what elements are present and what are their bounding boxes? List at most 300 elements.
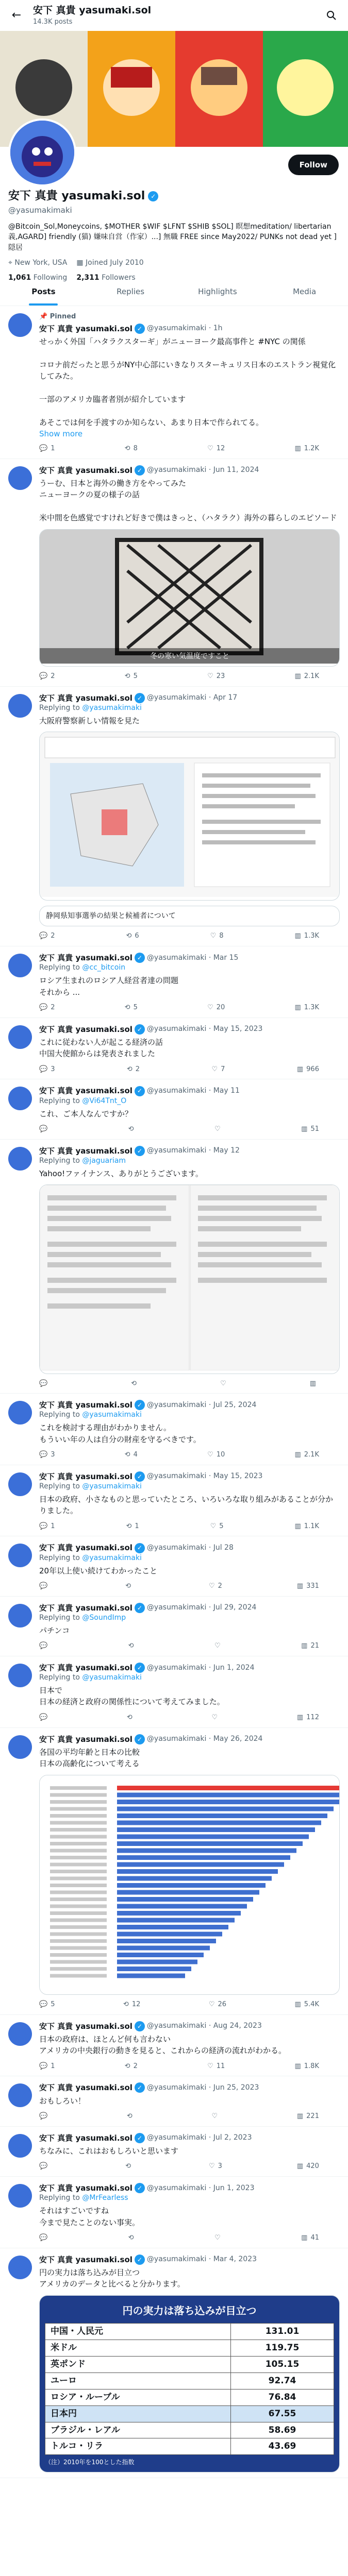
views-button[interactable]: [297, 2112, 319, 2121]
reply-button[interactable]: [39, 1003, 55, 1012]
retweet-count: 2: [135, 1065, 140, 1073]
reply-icon: 💬: [39, 2234, 48, 2242]
tweet-meta: @yasumakimaki · Jun 25, 2023: [146, 2083, 259, 2092]
chart-bar: [117, 1967, 191, 1971]
replying-to: Replying to @yasumakimaki: [39, 1673, 142, 1682]
chart-label-placeholder: [50, 1876, 107, 1880]
chart-bar: [117, 1869, 278, 1874]
heart-icon: ♡: [211, 1713, 218, 1721]
replying-to: Replying to @jaguariam: [39, 1156, 126, 1165]
tweet-actions: [39, 1065, 340, 1074]
currency-value: 76.84: [231, 2389, 334, 2405]
reply-button[interactable]: [39, 2000, 55, 2009]
avatar[interactable]: [8, 1401, 32, 1425]
replying-to: Replying to @Vi64Tnt_O: [39, 1096, 127, 1105]
verified-badge-icon: ✓: [135, 1086, 145, 1096]
views-count: 1.2K: [304, 445, 319, 453]
reply-handle[interactable]: @jaguariam: [82, 1156, 126, 1165]
tweet-author[interactable]: 安下 真貴 yasumaki.sol: [39, 324, 132, 333]
heart-icon: ♡: [207, 2062, 213, 2070]
retweet-button[interactable]: [127, 2112, 136, 2121]
retweet-button[interactable]: [128, 2233, 137, 2243]
retweet-count: 6: [135, 932, 139, 940]
tweet-text: これを検討する理由がわかりません。 もういい年の人は自分の財産を守るべきです。: [39, 1423, 201, 1444]
chart-bar: [117, 1945, 210, 1950]
verified-badge-icon: ✓: [148, 191, 158, 201]
tweet[interactable]: [0, 2248, 348, 2478]
avatar[interactable]: [8, 1087, 32, 1110]
chart-bar: [117, 1786, 340, 1790]
tweet-actions: [39, 2233, 340, 2243]
reply-handle[interactable]: @yasumakimaki: [82, 1482, 142, 1491]
currency-value: 92.74: [231, 2372, 334, 2389]
search-icon[interactable]: [322, 6, 341, 25]
joined-row: [76, 258, 143, 268]
chart-bar: [117, 1855, 290, 1860]
chart-bar: [117, 1876, 272, 1880]
tweet[interactable]: [0, 1465, 348, 1537]
chart-icon: ▥: [294, 2001, 301, 2009]
tweet[interactable]: [0, 687, 348, 946]
like-button[interactable]: [214, 2233, 224, 2243]
tab-replies[interactable]: Replies: [117, 287, 145, 297]
table-row: [45, 2438, 334, 2455]
retweet-icon: ⟲: [125, 2162, 131, 2171]
heart-icon: ♡: [207, 1451, 213, 1459]
like-button[interactable]: [207, 444, 225, 453]
tweet-meta: @yasumakimaki · May 26, 2024: [146, 1735, 263, 1743]
pinned-label: [39, 312, 340, 321]
chart-label-placeholder: [50, 1800, 107, 1804]
chart-icon: ▥: [301, 2234, 308, 2242]
views-count: 112: [306, 1713, 319, 1721]
reply-handle[interactable]: @yasumakimaki: [82, 1553, 142, 1562]
retweet-icon: ⟲: [124, 672, 130, 681]
retweet-button[interactable]: [128, 1641, 137, 1651]
tweet-actions: [39, 444, 340, 453]
chart-label-placeholder: [50, 1946, 107, 1950]
tweet-author[interactable]: 安下 真貴 yasumaki.sol: [39, 2021, 132, 2031]
tweet-author[interactable]: 安下 真貴 yasumaki.sol: [39, 953, 132, 962]
views-count: 2.1K: [304, 1451, 319, 1459]
avatar[interactable]: [8, 2134, 32, 2158]
tweet-actions: [39, 2112, 340, 2121]
like-count: 8: [219, 932, 224, 940]
tweet-author[interactable]: 安下 真貴 yasumaki.sol: [39, 465, 132, 475]
avatar[interactable]: [8, 2256, 32, 2279]
reply-handle[interactable]: @SoundImp: [82, 1613, 126, 1622]
avatar[interactable]: [8, 1604, 32, 1628]
reply-icon: 💬: [39, 2162, 48, 2171]
views-button[interactable]: [301, 1641, 319, 1651]
avatar[interactable]: [8, 694, 32, 718]
chart-icon: ▥: [296, 2112, 304, 2121]
profile-avatar[interactable]: [8, 118, 76, 187]
tweet-text: 日本の政府は、ほとんど何も言わない アメリカの中央銀行の動きを見ると、これからの経済の流れがわかる。: [39, 2034, 286, 2056]
tweet-author[interactable]: 安下 真貴 yasumaki.sol: [39, 1734, 132, 1744]
currency-name: 日本円: [45, 2405, 231, 2422]
chart-bar: [117, 1834, 309, 1839]
tweet-header: [39, 2183, 340, 2193]
tweet-image[interactable]: [39, 1775, 340, 1995]
reply-handle[interactable]: @MrFearless: [82, 2194, 128, 2202]
chart-bar: [117, 1931, 222, 1936]
tweet-header: [39, 1543, 340, 1553]
tweet-image[interactable]: [39, 2295, 340, 2472]
like-button[interactable]: [209, 2162, 222, 2171]
like-button[interactable]: [207, 1450, 225, 1460]
tweet-header: [39, 1471, 340, 1482]
tweet[interactable]: [0, 1597, 348, 1656]
reply-handle[interactable]: @yasumakimaki: [82, 1411, 142, 1419]
chart-bar: [117, 1792, 340, 1797]
views-button[interactable]: [310, 1379, 319, 1388]
chart-icon: ▥: [309, 1379, 316, 1387]
tweet[interactable]: [0, 946, 348, 1018]
avatar[interactable]: [8, 954, 32, 977]
views-button[interactable]: [295, 931, 320, 941]
reply-button[interactable]: [39, 1125, 51, 1134]
reply-icon: 💬: [39, 1379, 48, 1387]
chart-label-placeholder: [50, 1870, 107, 1873]
currency-name: ブラジル・レアル: [45, 2422, 231, 2438]
currency-name: ユーロ: [45, 2372, 231, 2389]
avatar[interactable]: [8, 2083, 32, 2107]
like-button[interactable]: [207, 2062, 225, 2071]
avatar[interactable]: [8, 313, 32, 337]
pin-icon: 📌: [39, 313, 48, 320]
chart-icon: ▥: [294, 2062, 301, 2070]
tweet-text: それはすごいですね 今まで見たことのない事実。: [39, 2206, 140, 2227]
tweet-author[interactable]: 安下 真貴 yasumaki.sol: [39, 1024, 132, 1034]
views-button[interactable]: [294, 444, 319, 453]
heart-icon: ♡: [214, 1125, 221, 1133]
retweet-button[interactable]: [131, 1379, 140, 1388]
tweet-image[interactable]: [39, 732, 340, 900]
chart-label-placeholder: [50, 1821, 107, 1824]
views-button[interactable]: [294, 1450, 319, 1460]
tweet-header: [39, 1603, 340, 1613]
like-button[interactable]: [214, 1641, 224, 1651]
reply-button[interactable]: [39, 2062, 55, 2071]
reply-button[interactable]: [39, 2162, 51, 2171]
tweet-text: 各国の平均年齢と日本の比較 日本の高齢化について考える: [39, 1747, 140, 1769]
retweet-button[interactable]: [123, 2000, 140, 2009]
views-button[interactable]: [297, 1065, 319, 1074]
reply-button[interactable]: [39, 931, 55, 941]
chart-bar: [117, 1925, 228, 1929]
retweet-button[interactable]: [125, 1003, 138, 1012]
retweet-button[interactable]: [125, 2062, 138, 2071]
tweet-meta: @yasumakimaki · May 11: [146, 1087, 240, 1095]
top-bar-titles: [33, 4, 322, 26]
avatar[interactable]: [8, 1664, 32, 1687]
views-button[interactable]: [297, 1582, 319, 1591]
chart-icon: ▥: [294, 1004, 301, 1012]
tweet-header: [39, 2255, 340, 2265]
like-count: 12: [216, 445, 225, 453]
like-button[interactable]: [212, 1065, 225, 1074]
tweet-author[interactable]: 安下 真貴 yasumaki.sol: [39, 2083, 132, 2093]
reply-handle[interactable]: @yasumakimaki: [82, 1673, 142, 1682]
tweet-text: 大阪府警察新しい情報を見た: [39, 716, 140, 725]
tweet-actions: [39, 672, 340, 681]
like-button[interactable]: [220, 1379, 229, 1388]
chart-bar: [117, 1848, 296, 1853]
like-count: 10: [216, 1451, 225, 1459]
views-button[interactable]: [294, 2000, 319, 2009]
tweet-text: ちなみに、これはおもしろいと思います: [39, 2146, 179, 2156]
retweet-icon: ⟲: [123, 2001, 129, 2009]
retweet-button[interactable]: [128, 1125, 137, 1134]
reply-button[interactable]: [39, 1450, 55, 1460]
retweet-button[interactable]: [126, 1522, 139, 1531]
tweet[interactable]: [0, 2076, 348, 2126]
tweet-header: [39, 953, 340, 963]
heart-icon: ♡: [220, 1379, 226, 1387]
chart-label-placeholder: [50, 1897, 107, 1901]
table-row: [45, 2405, 334, 2422]
views-button[interactable]: [301, 2233, 319, 2243]
reply-icon: 💬: [39, 1004, 48, 1012]
tweet-actions: [39, 1379, 340, 1388]
like-button[interactable]: [209, 2000, 226, 2009]
chart-label-placeholder: [50, 1960, 107, 1963]
retweet-icon: ⟲: [126, 1713, 132, 1721]
tweet-author[interactable]: 安下 真貴 yasumaki.sol: [39, 693, 132, 703]
verified-badge-icon: ✓: [135, 1471, 145, 1482]
retweet-button[interactable]: [127, 1065, 140, 1074]
reply-handle[interactable]: @yasumakimaki: [82, 703, 142, 712]
tweet-text: ロシア生まれのロシア人経営者達の問題 それから ...: [39, 976, 179, 997]
tweet[interactable]: [0, 1728, 348, 2015]
tweet[interactable]: [0, 2127, 348, 2177]
avatar[interactable]: [8, 466, 32, 490]
chart-icon: ▥: [301, 1642, 308, 1650]
tweet[interactable]: [0, 1536, 348, 1596]
tweet[interactable]: [0, 459, 348, 687]
retweet-button[interactable]: [125, 1450, 138, 1460]
followers-count: 2,311: [76, 273, 100, 282]
views-button[interactable]: [294, 2062, 319, 2071]
like-button[interactable]: [207, 1003, 225, 1012]
views-count: 331: [306, 1582, 319, 1590]
views-count: 1.3K: [304, 932, 319, 940]
tweet[interactable]: [0, 306, 348, 459]
avatar[interactable]: [8, 1025, 32, 1049]
tweet-actions: [39, 1522, 340, 1531]
currency-name: ロシア・ルーブル: [45, 2389, 231, 2405]
reply-button[interactable]: [39, 1522, 55, 1531]
reply-button[interactable]: [39, 1379, 51, 1388]
tab-media[interactable]: Media: [293, 287, 317, 297]
tweet-header: [39, 2082, 340, 2093]
reply-button[interactable]: [39, 1641, 51, 1651]
tweet-meta: @yasumakimaki · Jun 1, 2024: [146, 1663, 255, 1672]
tweet-author[interactable]: 安下 真貴 yasumaki.sol: [39, 1400, 132, 1410]
views-button[interactable]: [294, 672, 319, 681]
verified-badge-icon: ✓: [135, 2133, 145, 2143]
tweet-author[interactable]: 安下 真貴 yasumaki.sol: [39, 2255, 132, 2264]
reply-handle[interactable]: @Vi64Tnt_O: [82, 1096, 127, 1105]
tweet-meta: @yasumakimaki · May 12: [146, 1146, 240, 1155]
avatar[interactable]: [8, 1147, 32, 1171]
avatar[interactable]: [8, 1735, 32, 1759]
location-icon: ⌖: [8, 258, 12, 267]
verified-badge-icon: ✓: [135, 2183, 145, 2193]
currency-value: 58.69: [231, 2422, 334, 2438]
chart-label-placeholder: [50, 1932, 107, 1936]
calendar-icon: ▦: [76, 258, 84, 267]
retweet-button[interactable]: [125, 1582, 134, 1591]
like-button[interactable]: [214, 1125, 224, 1134]
retweet-button[interactable]: [125, 444, 138, 453]
heart-icon: ♡: [214, 2234, 221, 2242]
views-button[interactable]: [297, 2162, 319, 2171]
chart-icon: ▥: [294, 672, 301, 681]
views-button[interactable]: [297, 1713, 319, 1722]
tweet[interactable]: [0, 1656, 348, 1728]
like-count: 23: [216, 672, 225, 681]
retweet-count: 5: [133, 1004, 138, 1012]
like-button[interactable]: [210, 1522, 224, 1531]
table-note: （注）2010年を100とした指数: [45, 2459, 135, 2466]
views-button[interactable]: [295, 1522, 320, 1531]
retweet-count: 12: [131, 2001, 141, 2009]
like-count: 2: [218, 1582, 222, 1590]
heart-icon: ♡: [214, 1642, 221, 1650]
tweet[interactable]: [0, 2177, 348, 2248]
chart-icon: ▥: [294, 1451, 301, 1459]
tweet-header: [39, 693, 340, 703]
retweet-icon: ⟲: [128, 1125, 134, 1133]
retweet-icon: ⟲: [126, 932, 132, 940]
chart-label-placeholder: [50, 1793, 107, 1797]
retweet-button[interactable]: [125, 2162, 134, 2171]
like-button[interactable]: [209, 1582, 222, 1591]
location-text: New York, USA: [14, 258, 68, 267]
currency-value: 43.69: [231, 2438, 334, 2455]
reply-button[interactable]: [39, 1065, 55, 1074]
reply-button[interactable]: [39, 2233, 51, 2243]
tweet-text: 日本の政府、小さなものと思っていたところ、いろいろな取り組みがあることが分かりました。: [39, 1494, 334, 1516]
tweet[interactable]: [0, 1394, 348, 1465]
reply-icon: 💬: [39, 2062, 48, 2070]
profile-name-row: [8, 189, 338, 204]
tweet-author[interactable]: 安下 真貴 yasumaki.sol: [39, 1663, 132, 1672]
tab-highlights[interactable]: Highlights: [198, 287, 237, 297]
reply-button[interactable]: [39, 1713, 51, 1722]
tweet-author[interactable]: 安下 真貴 yasumaki.sol: [39, 1543, 132, 1553]
retweet-button[interactable]: [127, 1713, 136, 1722]
retweet-icon: ⟲: [126, 1065, 132, 1073]
tweet-actions: [39, 1582, 340, 1591]
profile-bio: @Bitcoin_Sol,Moneycoins, $MOTHER $WIF $LFNT $SHIB $SOL] 瞑想meditation/ libertarian義,AGARD] friendly (猫) 嫌味自営（作家）...] 無職 FREE since May2022/ PUNKs not dead yet ] 隠居: [8, 222, 337, 252]
chart-label-placeholder: [50, 1835, 107, 1838]
verified-badge-icon: ✓: [135, 2255, 145, 2265]
chart-label-placeholder: [50, 1918, 107, 1922]
heart-icon: ♡: [207, 445, 213, 453]
follow-button[interactable]: Follow: [288, 155, 339, 175]
avatar[interactable]: [8, 1472, 32, 1496]
tab-posts[interactable]: Posts: [0, 278, 87, 306]
like-button[interactable]: [210, 931, 224, 941]
tweet[interactable]: [0, 2015, 348, 2077]
replying-to: Replying to @yasumakimaki: [39, 1553, 142, 1562]
chart-label-placeholder: [50, 1828, 107, 1832]
tweet-text: Yahoo!ファイナンス、ありがとうございます。: [39, 1168, 203, 1178]
tweet-author[interactable]: 安下 真貴 yasumaki.sol: [39, 1146, 132, 1156]
reply-button[interactable]: [39, 2112, 51, 2121]
show-more-link[interactable]: Show more: [39, 429, 83, 438]
reply-count: 2: [51, 932, 55, 940]
like-button[interactable]: [207, 672, 225, 681]
tweet[interactable]: [0, 1079, 348, 1139]
tweet-meta: @yasumakimaki · Jul 25, 2024: [146, 1400, 257, 1409]
reply-button[interactable]: [39, 1582, 51, 1591]
reply-button[interactable]: [39, 444, 55, 453]
avatar[interactable]: [8, 2022, 32, 2046]
tweet-text: 20年以上使い続けてわかったこと: [39, 1566, 158, 1575]
verified-badge-icon: ✓: [135, 953, 145, 963]
tweet-image[interactable]: [39, 1184, 340, 1374]
reply-icon: 💬: [39, 2001, 48, 2009]
tweet-author[interactable]: 安下 真貴 yasumaki.sol: [39, 1603, 132, 1613]
avatar[interactable]: [8, 1544, 32, 1567]
tweet[interactable]: [0, 1140, 348, 1394]
like-button[interactable]: [212, 1713, 221, 1722]
tweet-image[interactable]: [39, 529, 340, 667]
like-button[interactable]: [212, 2112, 221, 2121]
quoted-tweet[interactable]: 静岡県知事選挙の結果と候補者について: [39, 906, 340, 927]
reply-handle[interactable]: @cc_bitcoin: [82, 963, 126, 972]
verified-badge-icon: ✓: [135, 324, 145, 334]
table-row: [45, 2389, 334, 2405]
chart-bar: [117, 1862, 284, 1867]
tweet-meta: @yasumakimaki · May 15, 2023: [146, 1025, 263, 1033]
back-arrow-icon[interactable]: ←: [11, 9, 22, 22]
tweet-author[interactable]: 安下 真貴 yasumaki.sol: [39, 2133, 132, 2143]
tweet-author[interactable]: 安下 真貴 yasumaki.sol: [39, 1471, 132, 1481]
currency-value: 131.01: [231, 2323, 334, 2340]
retweet-button[interactable]: [126, 931, 139, 941]
like-count: 11: [216, 2062, 225, 2070]
reply-count: 1: [51, 2062, 55, 2070]
reply-icon: 💬: [39, 1522, 48, 1530]
tweet-actions: [39, 1125, 340, 1134]
reply-button[interactable]: [39, 672, 55, 681]
currency-table: [45, 2323, 334, 2455]
views-count: 41: [310, 2234, 319, 2242]
pinned-text: Pinned: [49, 313, 76, 320]
views-button[interactable]: [294, 1003, 319, 1012]
tweet[interactable]: [0, 1018, 348, 1080]
chart-label-placeholder: [50, 1814, 107, 1818]
tweet-author[interactable]: 安下 真貴 yasumaki.sol: [39, 1086, 132, 1096]
avatar[interactable]: [8, 2184, 32, 2208]
views-count: 21: [310, 1642, 319, 1650]
retweet-button[interactable]: [125, 672, 138, 681]
tweet-header: [39, 1086, 340, 1096]
retweet-count: 2: [133, 2062, 138, 2070]
views-button[interactable]: [301, 1125, 319, 1134]
retweet-count: 1: [135, 1522, 139, 1530]
retweet-count: 8: [133, 445, 138, 453]
tweet-feed: [0, 306, 348, 2478]
tweet-author[interactable]: 安下 真貴 yasumaki.sol: [39, 2183, 132, 2193]
views-count: 51: [310, 1125, 319, 1133]
chart-bar: [117, 1890, 259, 1894]
